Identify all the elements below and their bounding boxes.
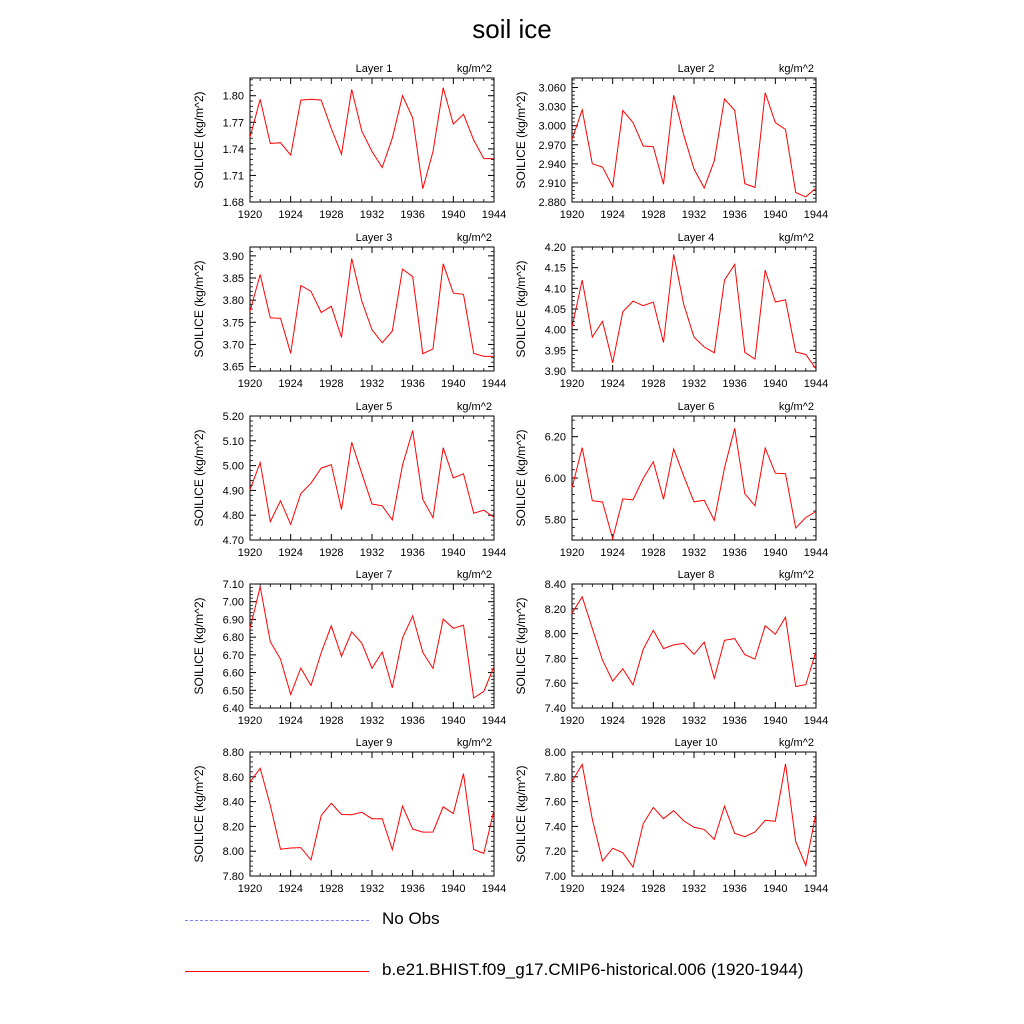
x-tick-label: 1920	[559, 378, 585, 390]
panel-layer-8	[514, 569, 828, 727]
x-tick-label: 1928	[319, 378, 344, 390]
x-tick-label: 1924	[600, 209, 625, 221]
panel-title: Layer 9	[355, 737, 393, 749]
x-tick-label: 1924	[600, 883, 625, 895]
y-tick-label: 3.95	[544, 345, 566, 358]
x-tick-label: 1928	[319, 715, 344, 727]
x-tick-label: 1936	[722, 883, 747, 895]
y-tick-label: 4.10	[544, 283, 566, 296]
x-tick-label: 1924	[278, 715, 303, 727]
x-tick-label: 1944	[481, 378, 507, 390]
panel-units: kg/m^2	[456, 232, 492, 244]
obs-line-swatch	[185, 920, 369, 921]
legend-label-model: b.e21.BHIST.f09_g17.CMIP6-historical.006 (1920-1944)	[382, 960, 804, 979]
x-tick-label: 1924	[600, 547, 625, 559]
y-axis-label: SOILICE (kg/m^2)	[514, 260, 528, 358]
y-tick-label: 3.70	[222, 339, 244, 352]
panel-units: kg/m^2	[778, 737, 814, 749]
y-axis-label: SOILICE (kg/m^2)	[514, 91, 528, 189]
x-tick-label: 1924	[278, 883, 303, 895]
series-line	[572, 93, 816, 197]
plot-frame	[572, 752, 816, 876]
y-tick-label: 7.20	[544, 846, 566, 859]
y-tick-label: 1.74	[222, 143, 244, 156]
plot-frame	[250, 752, 494, 876]
y-tick-label: 6.70	[222, 649, 244, 662]
panel-units: kg/m^2	[456, 63, 492, 75]
x-tick-label: 1944	[803, 209, 829, 221]
x-tick-label: 1940	[441, 883, 466, 895]
y-tick-label: 6.00	[544, 473, 566, 485]
y-tick-label: 6.40	[222, 703, 244, 715]
legend-label-obs: No Obs	[382, 909, 440, 928]
y-tick-label: 6.20	[544, 431, 566, 444]
x-tick-label: 1940	[763, 547, 788, 559]
y-tick-label: 8.40	[544, 579, 566, 591]
y-tick-label: 4.80	[222, 510, 244, 523]
plot-frame	[250, 247, 494, 371]
y-tick-label: 7.80	[544, 771, 566, 784]
series-line	[250, 587, 494, 698]
panel-layer-10	[514, 737, 828, 895]
y-tick-label: 5.00	[222, 460, 244, 473]
y-tick-label: 1.77	[222, 117, 244, 130]
y-tick-label: 6.60	[222, 667, 244, 680]
panel-units: kg/m^2	[456, 737, 492, 749]
y-tick-label: 7.10	[222, 579, 244, 591]
x-tick-label: 1944	[481, 715, 507, 727]
x-tick-label: 1928	[319, 209, 344, 221]
panel-units: kg/m^2	[456, 569, 492, 581]
x-tick-label: 1940	[441, 547, 466, 559]
x-tick-label: 1928	[641, 209, 666, 221]
x-tick-label: 1936	[400, 547, 425, 559]
y-tick-label: 8.00	[544, 747, 566, 759]
panel-units: kg/m^2	[456, 401, 492, 413]
x-tick-label: 1920	[237, 883, 263, 895]
x-tick-label: 1920	[237, 715, 263, 727]
series-line	[250, 431, 494, 525]
x-tick-label: 1920	[559, 209, 585, 221]
x-tick-label: 1936	[400, 209, 425, 221]
panel-layer-7	[192, 569, 506, 727]
series-line	[572, 428, 816, 538]
y-axis-label: SOILICE (kg/m^2)	[192, 597, 206, 695]
x-tick-label: 1928	[641, 547, 666, 559]
x-tick-label: 1924	[600, 378, 625, 390]
y-tick-label: 8.80	[222, 747, 244, 759]
panel-layer-2	[514, 63, 828, 221]
x-tick-label: 1920	[559, 715, 585, 727]
y-tick-label: 4.90	[222, 485, 244, 498]
y-tick-label: 8.60	[222, 771, 244, 784]
x-tick-label: 1932	[359, 715, 385, 727]
x-tick-label: 1928	[641, 715, 666, 727]
x-tick-label: 1936	[722, 378, 747, 390]
y-tick-label: 6.90	[222, 614, 244, 627]
panel-layer-1	[192, 63, 506, 221]
x-tick-label: 1932	[359, 547, 385, 559]
x-tick-label: 1928	[641, 883, 666, 895]
x-tick-label: 1936	[400, 378, 425, 390]
series-line	[250, 768, 494, 860]
y-tick-label: 7.60	[544, 796, 566, 809]
x-tick-label: 1920	[237, 209, 263, 221]
y-tick-label: 2.910	[538, 177, 566, 190]
y-tick-label: 5.10	[222, 435, 244, 448]
y-tick-label: 8.00	[544, 628, 566, 641]
x-tick-label: 1924	[278, 547, 303, 559]
x-tick-label: 1928	[641, 378, 666, 390]
panel-title: Layer 1	[355, 63, 393, 75]
y-tick-label: 1.68	[222, 197, 244, 209]
y-tick-label: 3.90	[222, 250, 244, 263]
y-tick-label: 2.970	[538, 139, 566, 152]
panel-units: kg/m^2	[778, 232, 814, 244]
y-tick-label: 1.80	[222, 90, 244, 103]
y-tick-label: 3.030	[538, 101, 566, 114]
y-tick-label: 8.00	[222, 846, 244, 859]
y-tick-label: 8.20	[222, 821, 244, 834]
plot-frame	[250, 416, 494, 540]
x-tick-label: 1924	[278, 378, 303, 390]
panel-units: kg/m^2	[778, 569, 814, 581]
panel-units: kg/m^2	[778, 401, 814, 413]
x-tick-label: 1936	[722, 547, 747, 559]
series-line	[572, 764, 816, 867]
panel-title: Layer 7	[355, 569, 393, 581]
legend-item-model	[185, 960, 885, 984]
y-axis-label: SOILICE (kg/m^2)	[514, 765, 528, 863]
series-line	[572, 254, 816, 369]
panel-title: Layer 5	[355, 401, 393, 413]
panel-title: Layer 3	[355, 232, 393, 244]
plot-frame	[572, 247, 816, 371]
panel-title: Layer 8	[677, 569, 715, 581]
panel-units: kg/m^2	[778, 63, 814, 75]
panel-layer-4	[514, 232, 828, 390]
y-axis-label: SOILICE (kg/m^2)	[192, 91, 206, 189]
y-tick-label: 7.40	[544, 821, 566, 834]
x-tick-label: 1940	[441, 378, 466, 390]
x-tick-label: 1932	[681, 378, 707, 390]
y-axis-label: SOILICE (kg/m^2)	[514, 597, 528, 695]
x-tick-label: 1928	[319, 883, 344, 895]
x-tick-label: 1932	[359, 883, 385, 895]
plot-frame	[572, 584, 816, 708]
x-tick-label: 1944	[803, 883, 829, 895]
x-tick-label: 1940	[441, 715, 466, 727]
y-axis-label: SOILICE (kg/m^2)	[192, 765, 206, 863]
panel-layer-3	[192, 232, 506, 390]
x-tick-label: 1940	[763, 715, 788, 727]
y-tick-label: 6.50	[222, 685, 244, 698]
x-tick-label: 1924	[278, 209, 303, 221]
y-axis-label: SOILICE (kg/m^2)	[192, 260, 206, 358]
y-tick-label: 3.000	[538, 120, 566, 133]
panel-title: Layer 6	[677, 401, 715, 413]
x-tick-label: 1940	[441, 209, 466, 221]
plot-frame	[250, 78, 494, 202]
series-line	[250, 88, 494, 189]
panel-layer-5	[192, 401, 506, 559]
series-line	[250, 259, 494, 357]
series-line	[572, 597, 816, 687]
x-tick-label: 1936	[400, 883, 425, 895]
plot-frame	[250, 584, 494, 708]
x-tick-label: 1924	[600, 715, 625, 727]
y-tick-label: 3.65	[222, 361, 244, 374]
y-tick-label: 4.05	[544, 304, 566, 316]
x-tick-label: 1944	[481, 883, 507, 895]
y-tick-label: 3.060	[538, 82, 566, 95]
y-tick-label: 4.20	[544, 242, 566, 254]
y-tick-label: 7.00	[222, 596, 244, 609]
y-tick-label: 3.90	[544, 366, 566, 378]
y-tick-label: 8.40	[222, 796, 244, 809]
y-tick-label: 2.940	[538, 158, 566, 171]
x-tick-label: 1940	[763, 883, 788, 895]
panel-title: Layer 4	[677, 232, 715, 244]
x-tick-label: 1936	[722, 715, 747, 727]
x-tick-label: 1932	[681, 883, 707, 895]
x-tick-label: 1944	[481, 547, 507, 559]
x-tick-label: 1928	[319, 547, 344, 559]
x-tick-label: 1932	[359, 378, 385, 390]
x-tick-label: 1932	[681, 209, 707, 221]
x-tick-label: 1940	[763, 378, 788, 390]
y-tick-label: 7.00	[544, 871, 566, 883]
y-tick-label: 7.80	[544, 653, 566, 666]
panel-title: Layer 2	[677, 63, 715, 75]
y-tick-label: 3.85	[222, 273, 244, 285]
y-tick-label: 4.15	[544, 262, 566, 275]
y-tick-label: 5.20	[222, 411, 244, 423]
x-tick-label: 1944	[803, 715, 829, 727]
y-axis-label: SOILICE (kg/m^2)	[192, 429, 206, 527]
legend-item-obs	[185, 909, 885, 933]
x-tick-label: 1936	[722, 209, 747, 221]
model-line-swatch	[185, 971, 369, 972]
x-tick-label: 1944	[803, 378, 829, 390]
y-tick-label: 6.80	[222, 632, 244, 645]
panel-layer-6	[514, 401, 828, 559]
plot-frame	[572, 78, 816, 202]
y-tick-label: 4.00	[544, 324, 566, 337]
y-tick-label: 7.80	[222, 871, 244, 883]
plot-frame	[572, 416, 816, 540]
x-tick-label: 1936	[400, 715, 425, 727]
x-tick-label: 1920	[559, 883, 585, 895]
x-tick-label: 1932	[359, 209, 385, 221]
y-tick-label: 2.880	[538, 197, 566, 209]
y-tick-label: 5.80	[544, 514, 566, 527]
y-tick-label: 7.40	[544, 703, 566, 715]
y-tick-label: 3.75	[222, 317, 244, 330]
y-tick-label: 3.80	[222, 295, 244, 308]
x-tick-label: 1932	[681, 715, 707, 727]
panel-title: Layer 10	[674, 737, 718, 749]
y-tick-label: 4.70	[222, 535, 244, 547]
x-tick-label: 1920	[237, 547, 263, 559]
x-tick-label: 1944	[803, 547, 829, 559]
x-tick-label: 1920	[237, 378, 263, 390]
y-tick-label: 1.71	[222, 170, 244, 183]
x-tick-label: 1940	[763, 209, 788, 221]
x-tick-label: 1944	[481, 209, 507, 221]
y-tick-label: 8.20	[544, 603, 566, 616]
y-tick-label: 7.60	[544, 678, 566, 691]
x-tick-label: 1920	[559, 547, 585, 559]
y-axis-label: SOILICE (kg/m^2)	[514, 429, 528, 527]
x-tick-label: 1932	[681, 547, 707, 559]
panel-layer-9	[192, 737, 506, 895]
page-title: soil ice	[472, 14, 552, 44]
